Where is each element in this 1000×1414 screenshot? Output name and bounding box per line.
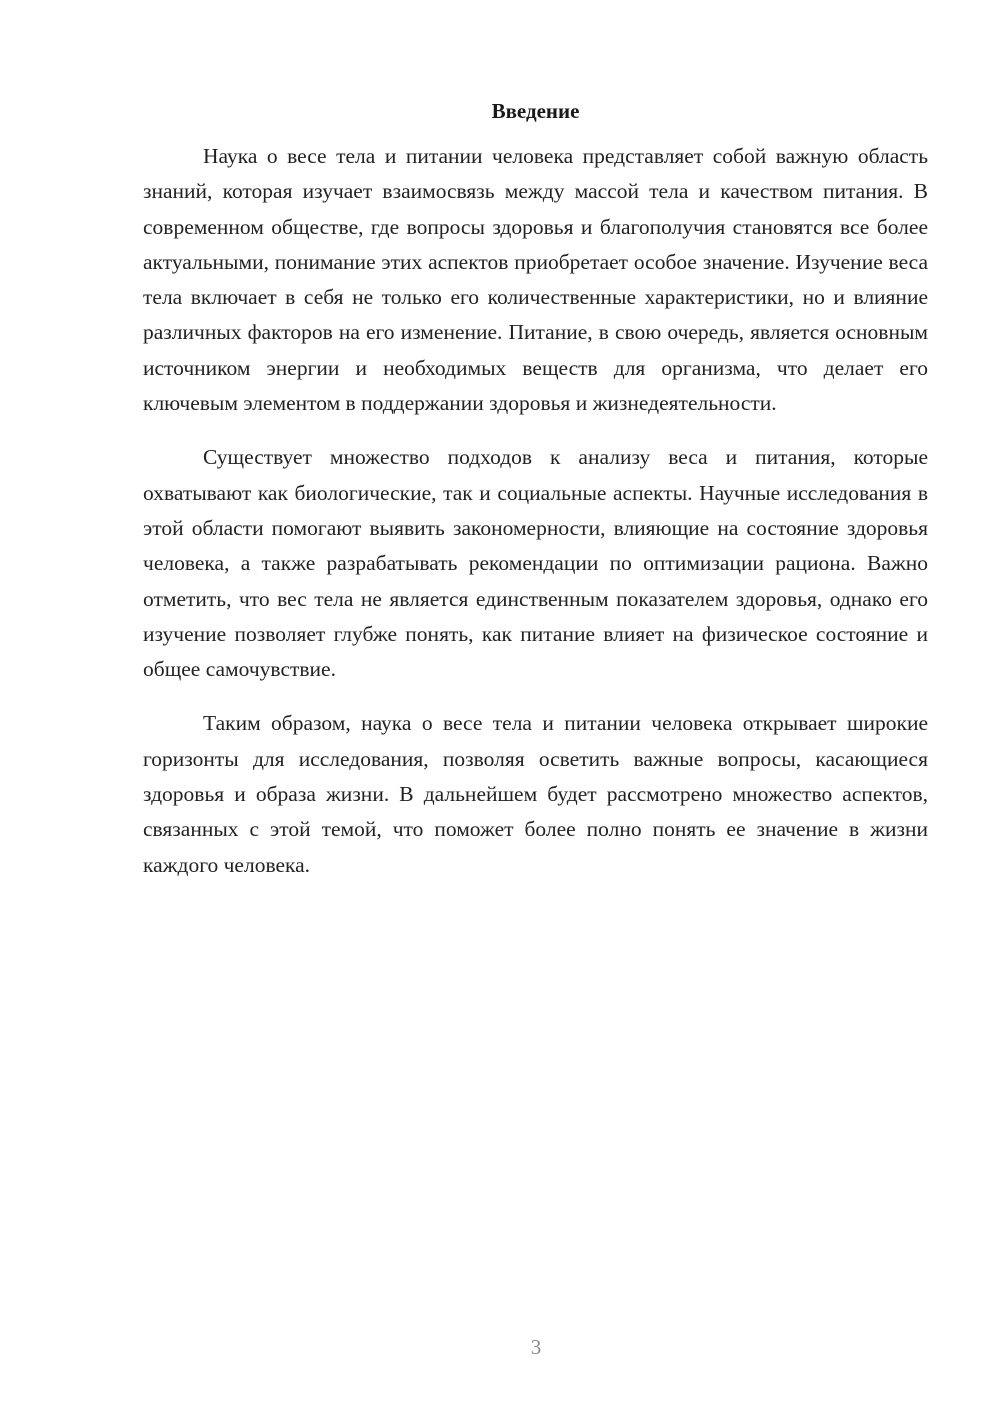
paragraph-2: Существует множество подходов к анализу веса и питания, которые охватывают как биологические, так и социальные аспекты. Научные исследования в этой области помогают выявить закономерности, влияющие на состояние здоровья человека, а также разрабатывать рекомендации по оптимизации рациона. Важно отметить, что вес тела не является единственным показателем здоровья, однако его изучение позволяет глубже понять, как питание влияет на физическое состояние и общее самочувствие. (143, 445, 928, 682)
page-number: 3 (530, 1335, 542, 1359)
section-title: Введение (491, 99, 580, 123)
paragraph-1: Наука о весе тела и питании человека представляет собой важную область знаний, которая изучает взаимосвязь между массой тела и качеством питания. В современном обществе, где вопросы здоровья и благополучия становятся все более актуальными, понимание этих аспектов приобретает особое значение. Изучение веса тела включает в себя не только его количественные характеристики, но и влияние различных факторов на его изменение. Питание, в свою очередь, является основным источником энергии и необходимых веществ для организма, что делает его ключевым элементом в поддержании здоровья и жизнедеятельности. (143, 144, 928, 416)
page-content (143, 94, 928, 902)
paragraph-3: Таким образом, наука о весе тела и питании человека открывает широкие горизонты для исследования, позволяя осветить важные вопросы, касающиеся здоровья и образа жизни. В дальнейшем будет рассмотрено множество аспектов, связанных с этой темой, что поможет более полно понять ее значение в жизни каждого человека. (143, 711, 928, 877)
